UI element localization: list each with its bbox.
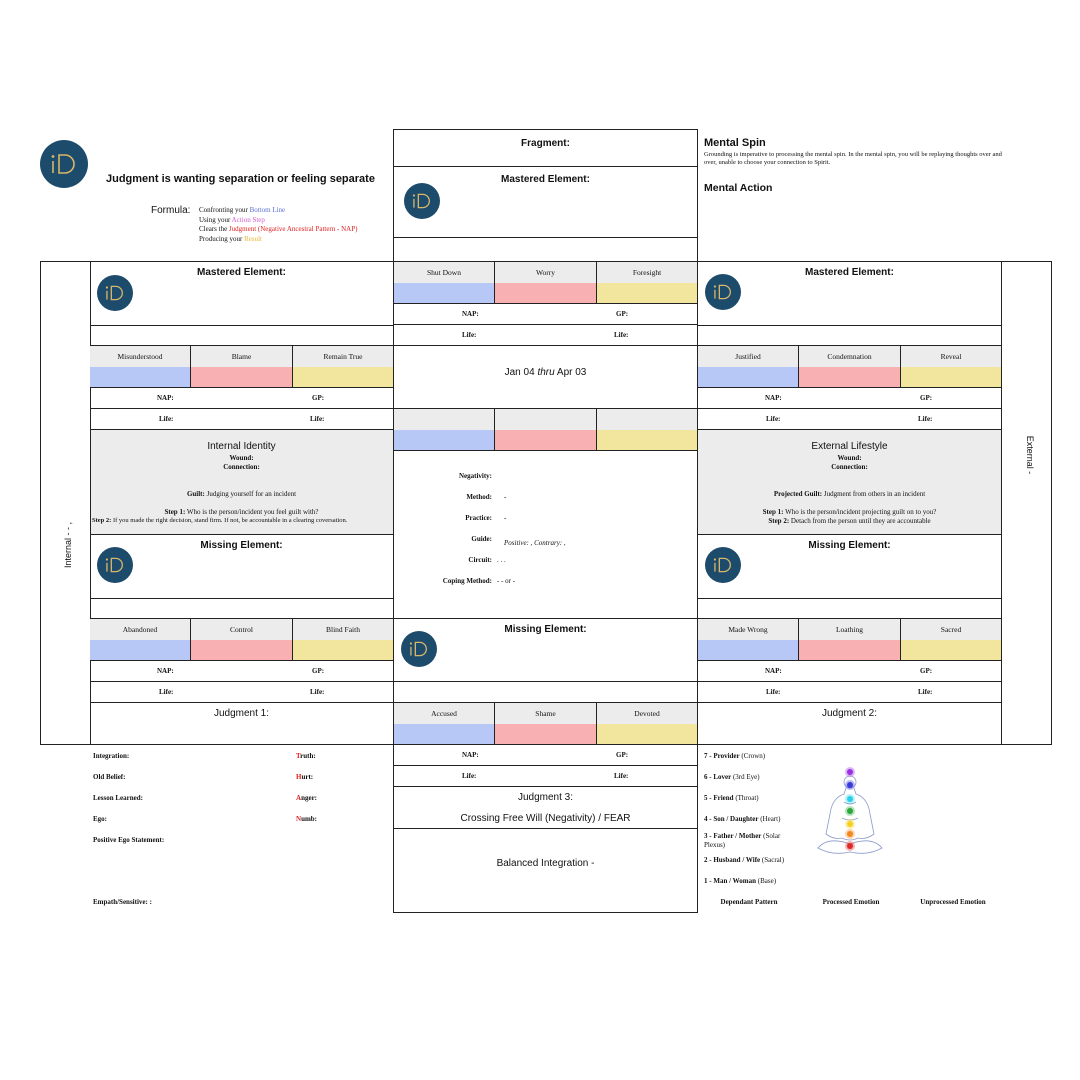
right-bottom-swatch-3	[901, 640, 1001, 660]
left-mastered-label: Mastered Element:	[197, 267, 286, 278]
logo-mark-icon	[411, 192, 433, 210]
left-top-col-3: Remain True	[293, 346, 393, 367]
chakra-role: 7 - Provider	[704, 752, 740, 760]
integration-field-label: Integration:	[93, 752, 130, 760]
chakra-item	[704, 877, 796, 886]
left-top-swatch-3	[293, 367, 393, 387]
than-rest: ruth:	[300, 752, 316, 760]
left-identity-step2	[92, 517, 395, 524]
date-range	[393, 367, 698, 378]
external-side-label: External -	[1025, 435, 1035, 475]
formula-line	[199, 216, 357, 226]
fragment-label: Fragment:	[521, 138, 570, 149]
center-top-col-2: Worry	[495, 262, 597, 283]
left-mastered-logo	[97, 275, 133, 311]
step1-label: Step 1:	[762, 508, 784, 516]
logo-mark-icon	[712, 283, 734, 301]
logo-mark-icon	[104, 284, 126, 302]
left-identity-title: Internal Identity	[207, 441, 276, 452]
logo-mark-icon	[408, 640, 430, 658]
left-top-gp: GP:	[312, 394, 325, 402]
left-identity-step1	[90, 508, 393, 516]
formula-line-text: Producing your	[199, 234, 245, 243]
right-bottom-col-3: Sacred	[901, 619, 1001, 640]
center-bottom-col-2: Shame	[495, 703, 597, 724]
meditation-figure-icon	[808, 762, 892, 864]
practice-row-label: Coping Method:	[442, 577, 492, 585]
judgment-2-label: Judgment 2:	[821, 708, 878, 719]
practice-row-label: Circuit:	[468, 556, 492, 564]
formula-highlight: Action Step	[231, 215, 265, 224]
logo-mark-icon	[49, 152, 79, 176]
formula-line	[199, 206, 357, 216]
left-bottom-life-2: Life:	[310, 688, 325, 696]
than-field-label	[296, 773, 313, 781]
chakra-item	[704, 856, 796, 865]
right-bottom-swatch-2	[799, 640, 901, 660]
step1-text: Who is the person/incident projecting guilt on to you?	[783, 508, 937, 516]
right-identity-wound: Wound:	[837, 454, 862, 462]
center-top-nap: NAP:	[462, 310, 479, 318]
left-bottom-nap: NAP:	[157, 667, 174, 675]
fragment-mastered-label: Mastered Element:	[501, 174, 590, 185]
left-bottom-swatch-2	[191, 640, 293, 660]
right-top-nap: NAP:	[765, 394, 782, 402]
chakra-dot	[847, 782, 853, 788]
right-bottom-life-1: Life:	[766, 688, 781, 696]
right-top-life-2: Life:	[918, 415, 933, 423]
left-top-col-1: Misunderstood	[90, 346, 191, 367]
left-bottom-col-3: Blind Faith	[293, 619, 393, 640]
center-bottom-life-2: Life:	[614, 772, 629, 780]
integration-field-label: Old Belief:	[93, 773, 126, 781]
center-bottom-swatch-3	[597, 724, 697, 744]
guilt-text: Judging yourself for an incident	[204, 490, 297, 498]
practice-row-label: Method:	[466, 493, 492, 501]
left-top-swatch-2	[191, 367, 293, 387]
projected-guilt-text: Judgment from others in an incident	[822, 490, 926, 498]
formula-highlight: Result	[244, 234, 262, 243]
practice-row	[393, 552, 698, 572]
right-top-col-3: Reveal	[901, 346, 1001, 367]
mental-action-title: Mental Action	[704, 182, 773, 194]
than-initial: A	[296, 794, 302, 802]
chakra-location: (Sacral)	[760, 856, 785, 864]
chakra-location: (Crown)	[739, 752, 766, 760]
page-heading: Judgment is wanting separation or feeling separate	[106, 173, 375, 185]
left-top-swatch-1	[90, 367, 191, 387]
right-bottom-col-1: Made Wrong	[698, 619, 799, 640]
practice-row-label: Guide:	[471, 535, 492, 543]
right-top-life-1: Life:	[766, 415, 781, 423]
than-field-label	[296, 815, 317, 823]
empath-label: Empath/Sensitive: :	[93, 898, 152, 906]
left-top-life-1: Life:	[159, 415, 174, 423]
right-identity-guilt	[698, 490, 1001, 498]
practice-row-value: - - or -	[497, 577, 516, 585]
guilt-label: Guilt:	[186, 490, 205, 498]
practice-row-label: Practice:	[465, 514, 492, 522]
center-mid-swatch-2	[495, 430, 597, 450]
chakra-item	[704, 752, 796, 761]
left-identity-connection: Connection:	[223, 463, 260, 471]
chakra-role: 2 - Husband / Wife	[704, 856, 761, 864]
chakra-role: 4 - Son / Daughter	[704, 815, 759, 823]
right-bottom-col-2: Loathing	[799, 619, 901, 640]
right-bottom-nap: NAP:	[765, 667, 782, 675]
than-rest: urt:	[301, 773, 314, 781]
than-field-label	[296, 752, 316, 760]
step2-label: Step 2:	[92, 517, 112, 524]
center-top-swatch-2	[495, 283, 597, 303]
internal-side-label: Internal - - ,	[63, 522, 73, 569]
chakra-dot	[847, 808, 853, 814]
chakra-item	[704, 773, 796, 782]
right-identity-step2	[698, 517, 1001, 525]
center-top-gp: GP:	[616, 310, 629, 318]
chakra-location: (Base)	[756, 877, 777, 885]
right-top-col-2: Condemnation	[799, 346, 901, 367]
left-bottom-col-1: Abandoned	[90, 619, 191, 640]
right-bottom-gp: GP:	[920, 667, 933, 675]
than-initial: N	[296, 815, 302, 823]
step2-label: Step 2:	[768, 517, 790, 525]
balanced-integration-label: Balanced Integration -	[496, 858, 595, 869]
center-top-swatch-3	[597, 283, 697, 303]
left-missing-logo	[97, 547, 133, 583]
center-bottom-col-3: Devoted	[597, 703, 697, 724]
formula-line-text: Confronting your	[199, 206, 250, 214]
center-bottom-col-1: Accused	[394, 703, 495, 724]
than-rest: nger:	[301, 794, 318, 802]
than-rest: umb:	[301, 815, 318, 823]
date-end: Apr 03	[554, 367, 587, 378]
legend-unprocessed-emotion: Unprocessed Emotion	[920, 898, 986, 906]
than-field-label	[296, 794, 317, 802]
practice-row-value: -	[504, 493, 507, 501]
chakra-location: (Solar Plexus)	[704, 832, 781, 849]
practice-row-label: Negativity:	[458, 472, 492, 480]
practice-row	[393, 489, 698, 509]
right-top-swatch-1	[698, 367, 799, 387]
right-bottom-life-2: Life:	[918, 688, 933, 696]
right-missing-label: Missing Element:	[808, 540, 891, 551]
center-bottom-swatch-1	[394, 724, 495, 744]
step1-text: Who is the person/incident you feel guilt with?	[185, 508, 319, 516]
chakra-role: 3 - Father / Mother	[704, 832, 762, 840]
right-mastered-logo	[705, 274, 741, 310]
left-bottom-swatch-3	[293, 640, 393, 660]
center-bottom-gp: GP:	[616, 751, 629, 759]
center-mid-swatch-1	[394, 430, 495, 450]
right-identity-step1	[698, 508, 1001, 516]
chakra-dot	[847, 796, 853, 802]
center-bottom-life-1: Life:	[462, 772, 477, 780]
date-start: Jan 04	[504, 367, 538, 378]
chakra-role: 6 - Lover	[704, 773, 732, 781]
chakra-location: (3rd Eye)	[731, 773, 760, 781]
chakra-location: (Throat)	[733, 794, 759, 802]
center-top-col-1: Shut Down	[394, 262, 495, 283]
fragment-logo	[404, 183, 440, 219]
chakra-item	[704, 815, 796, 824]
practice-row	[393, 531, 698, 551]
center-missing-logo	[401, 631, 437, 667]
than-initial: T	[296, 752, 301, 760]
right-top-col-1: Justified	[698, 346, 799, 367]
center-mid-header-1	[394, 409, 495, 430]
center-missing-label: Missing Element:	[504, 624, 587, 635]
right-top-swatch-3	[901, 367, 1001, 387]
integration-field-label: Ego:	[93, 815, 107, 823]
formula-line	[199, 225, 357, 235]
left-top-life-2: Life:	[310, 415, 325, 423]
chakra-dot	[847, 821, 853, 827]
right-identity-connection: Connection:	[831, 463, 868, 471]
integration-field-label: Positive Ego Statement:	[93, 836, 165, 844]
than-initial: H	[296, 773, 302, 781]
left-bottom-life-1: Life:	[159, 688, 174, 696]
mental-spin-text: Grounding is imperative to processing the mental spin. In the mental spin, you will be replaying thoughts over and over, unable to choose your connection to Spirit.	[704, 151, 1002, 166]
left-identity-guilt	[90, 490, 393, 498]
step2-text: Detach from the person until they are accountable	[789, 517, 931, 525]
chakra-item	[704, 794, 796, 803]
integration-field-label: Lesson Learned:	[93, 794, 143, 802]
legend-processed-emotion: Processed Emotion	[822, 898, 880, 906]
right-bottom-swatch-1	[698, 640, 799, 660]
right-top-swatch-2	[799, 367, 901, 387]
formula-highlight: Judgment (Negative Ancestral Pattern - NAP)	[228, 225, 358, 233]
chakra-item	[704, 832, 796, 849]
practice-row-value: Positive: , Contrary: ,	[504, 539, 566, 547]
left-top-col-2: Blame	[191, 346, 293, 367]
right-identity-title: External Lifestyle	[811, 441, 888, 452]
logo-mark-icon	[712, 556, 734, 574]
center-mid-swatch-3	[597, 430, 697, 450]
formula-label: Formula:	[151, 205, 191, 216]
step2-text: If you made the right decision, stand firm. If not, be accountable in a clearing coversation.	[111, 517, 348, 524]
formula-line-text: Using your	[199, 215, 232, 224]
judgment-1-label: Judgment 1:	[213, 708, 270, 719]
right-mastered-label: Mastered Element:	[805, 267, 894, 278]
logo-mark-icon	[104, 556, 126, 574]
date-thru: thru	[537, 367, 555, 378]
practice-row-value: -	[504, 514, 507, 522]
left-identity-wound: Wound:	[229, 454, 254, 462]
center-mid-header-2	[495, 409, 597, 430]
left-top-nap: NAP:	[157, 394, 174, 402]
formula-lines	[199, 206, 357, 244]
chakra-role: 5 - Friend	[704, 794, 734, 802]
center-top-life-1: Life:	[462, 331, 477, 339]
center-mid-header-3	[597, 409, 697, 430]
left-bottom-col-2: Control	[191, 619, 293, 640]
left-missing-label: Missing Element:	[200, 540, 283, 551]
legend-dependant-pattern: Dependant Pattern	[720, 898, 778, 906]
mental-spin-title: Mental Spin	[704, 137, 766, 149]
chakra-dot	[847, 843, 853, 849]
center-top-swatch-1	[394, 283, 495, 303]
chakra-dot	[847, 831, 853, 837]
center-top-col-3: Foresight	[597, 262, 697, 283]
brand-logo	[40, 140, 88, 188]
chakra-location: (Heart)	[758, 815, 781, 823]
left-bottom-gp: GP:	[312, 667, 325, 675]
center-bottom-swatch-2	[495, 724, 597, 744]
projected-guilt-label: Projected Guilt:	[773, 490, 823, 498]
right-top-gp: GP:	[920, 394, 933, 402]
chakra-role: 1 - Man / Woman	[704, 877, 756, 885]
practice-row	[393, 573, 698, 593]
formula-line-text: Clears the	[199, 225, 229, 233]
crossing-label: Crossing Free Will (Negativity) / FEAR	[460, 813, 631, 824]
center-top-life-2: Life:	[614, 331, 629, 339]
judgment-3-label: Judgment 3:	[517, 792, 574, 803]
chakra-dot	[847, 769, 853, 775]
right-missing-logo	[705, 547, 741, 583]
practice-row	[393, 510, 698, 530]
practice-row-value: . . .	[497, 556, 506, 564]
formula-line	[199, 235, 357, 245]
left-bottom-swatch-1	[90, 640, 191, 660]
center-bottom-nap: NAP:	[462, 751, 479, 759]
practice-row	[393, 468, 698, 488]
step1-label: Step 1:	[164, 508, 186, 516]
formula-highlight: Bottom Line	[249, 206, 286, 214]
